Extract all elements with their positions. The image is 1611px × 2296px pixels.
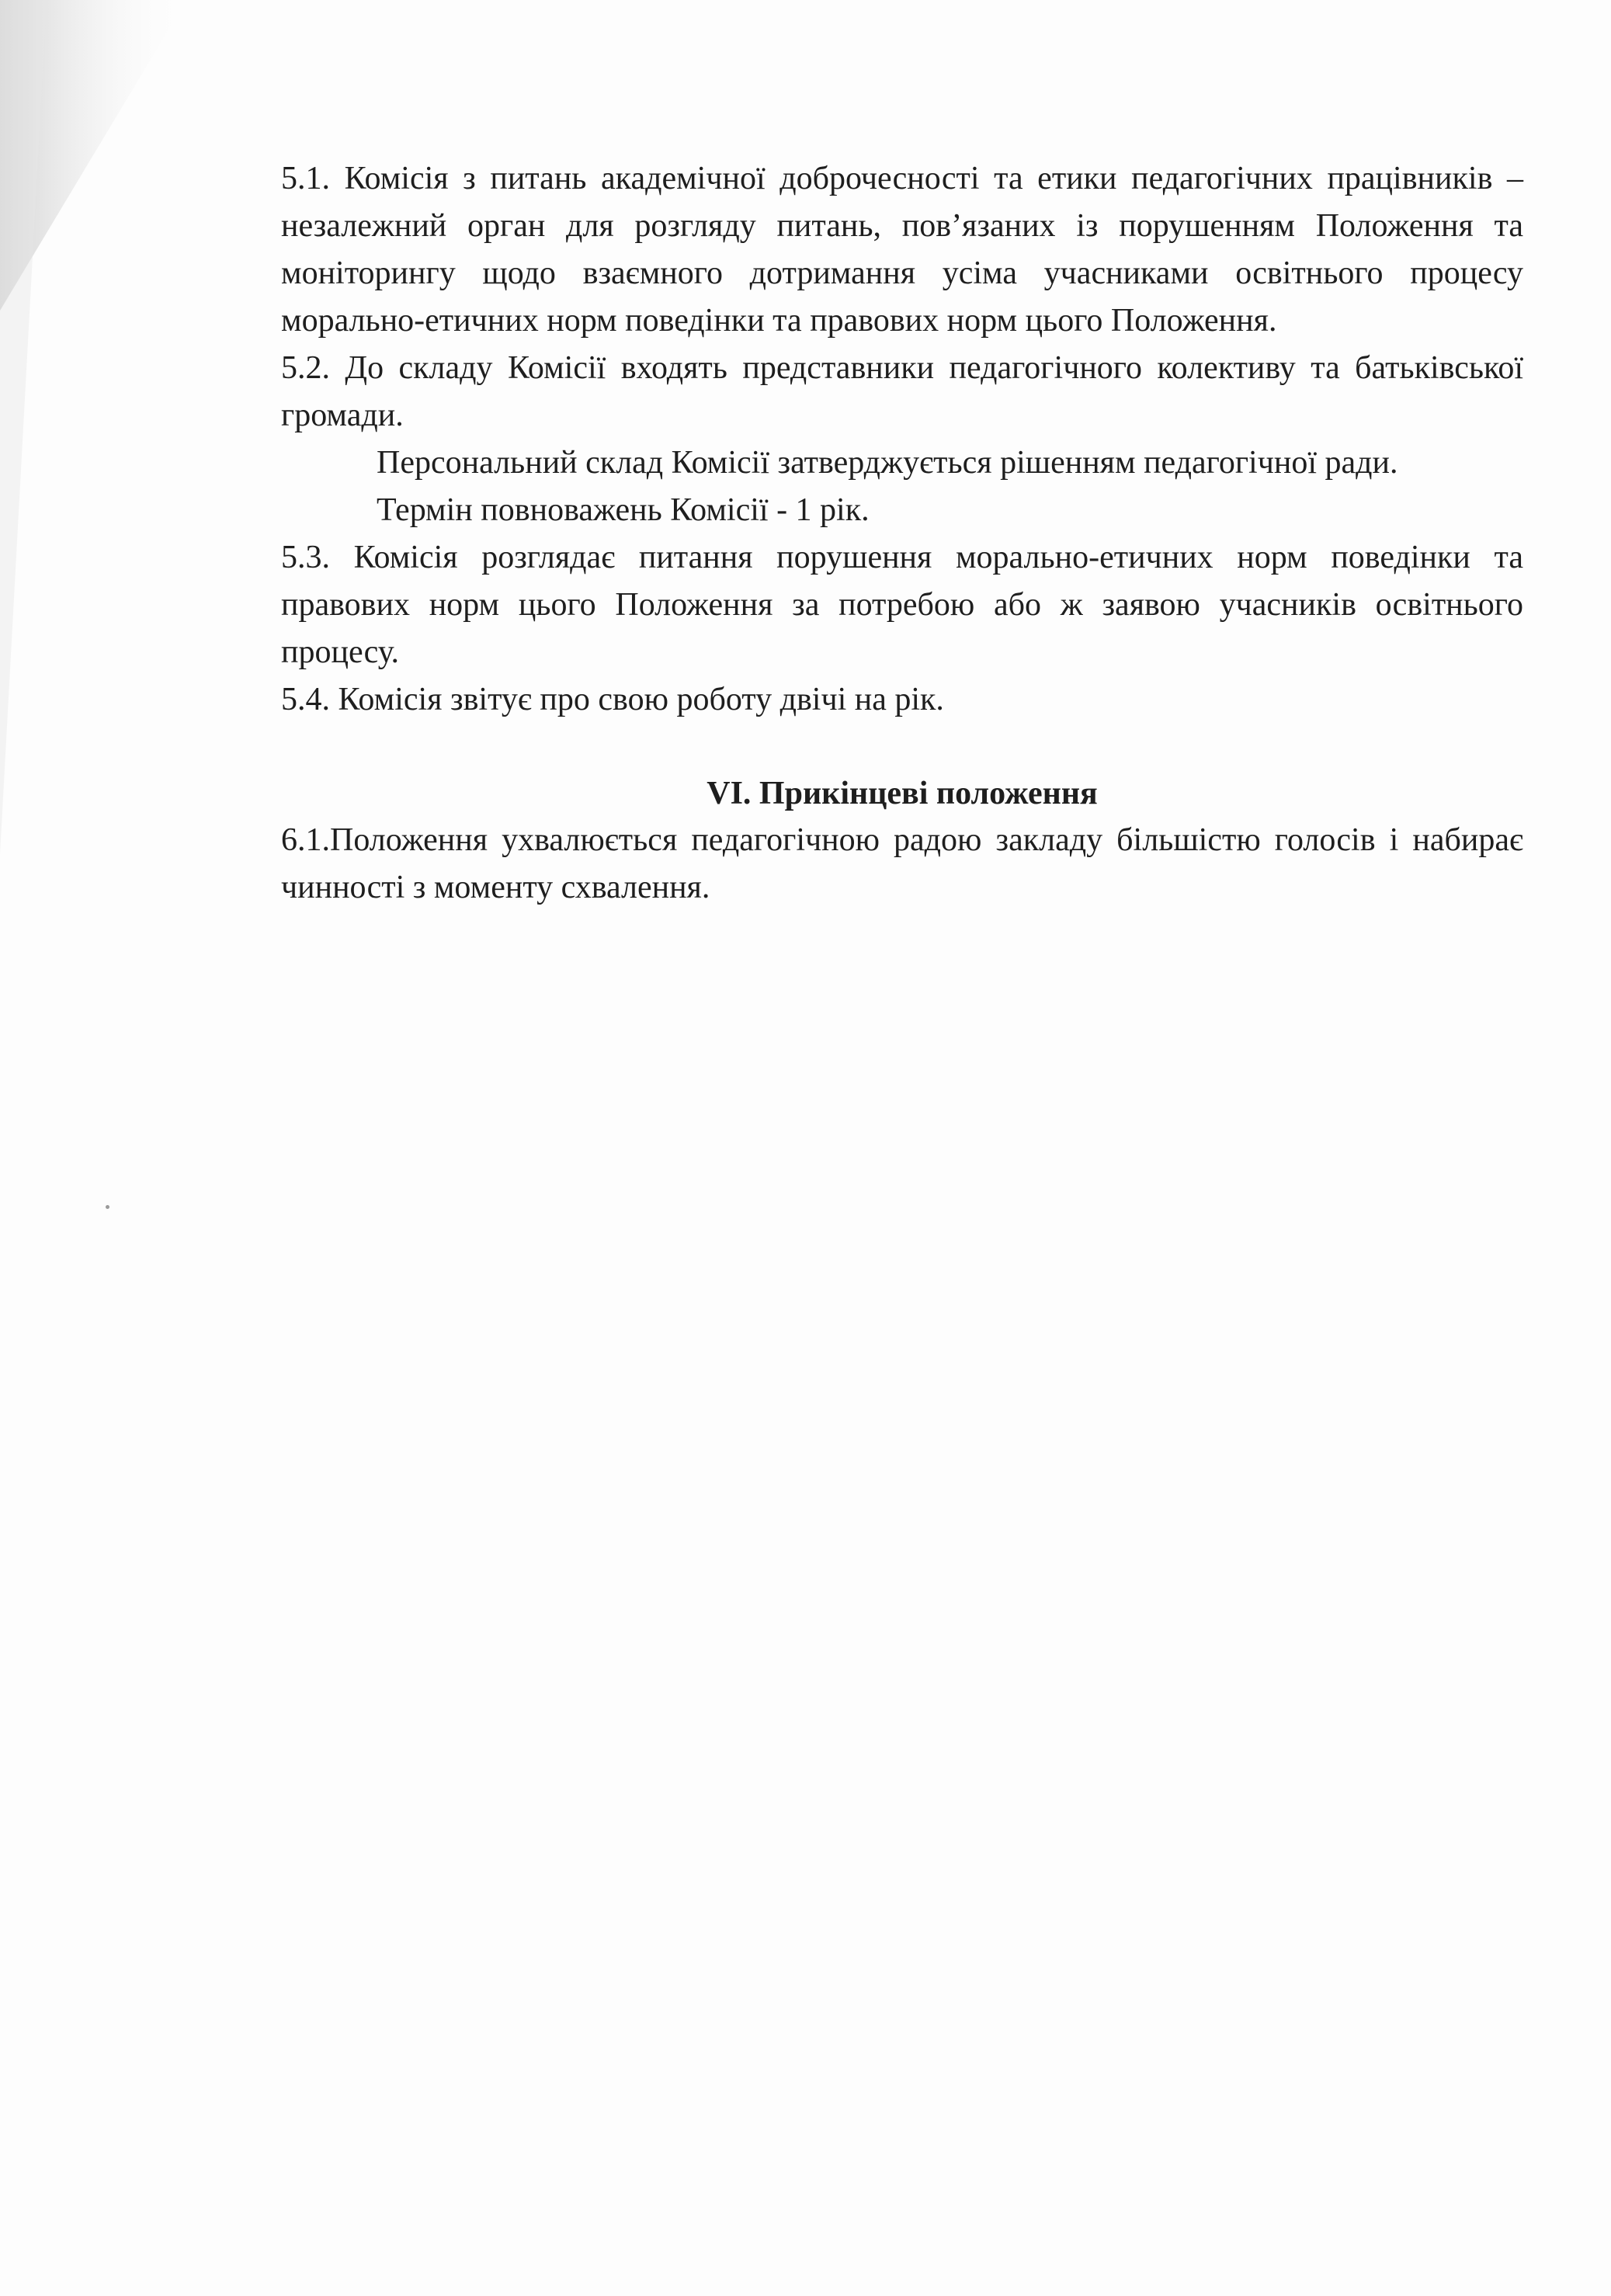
paragraph-5-2-composition: Персональний склад Комісії затверджується рішенням педагогічної ради. bbox=[377, 445, 1398, 481]
paragraph-5-4: 5.4. Комісія звітує про свою роботу двічі на рік. bbox=[281, 682, 944, 717]
paragraph-5-1: 5.1. Комісія з питань академічної доброчесності та етики педагогічних працівників – незалежний орган для розгляду питань, пов’язаних із порушенням Положення та моніторингу щодо взаємного дотримання усіма учасниками освітнього процесу морально-етичних норм поведінки та правових норм цього Положення. bbox=[281, 161, 1523, 339]
paragraph-5-2-term: Термін повноважень Комісії - 1 рік. bbox=[377, 492, 870, 528]
section-heading-6: VI. Прикінцеві положення bbox=[707, 776, 1098, 811]
document-body bbox=[281, 155, 1523, 912]
paragraph-5-3: 5.3. Комісія розглядає питання порушення морально-етичних норм поведінки та правових норм цього Положення за потребою або ж заявою учасників освітнього процесу. bbox=[281, 540, 1523, 670]
scan-speck bbox=[106, 1205, 109, 1209]
scan-edge-shadow bbox=[0, 0, 202, 854]
paragraph-5-2: 5.2. До складу Комісії входять представники педагогічного колективу та батьківської громади. bbox=[281, 350, 1523, 433]
paragraph-6-1: 6.1.Положення ухвалюється педагогічною радою закладу більшістю голосів і набирає чинності з моменту схвалення. bbox=[281, 822, 1523, 905]
